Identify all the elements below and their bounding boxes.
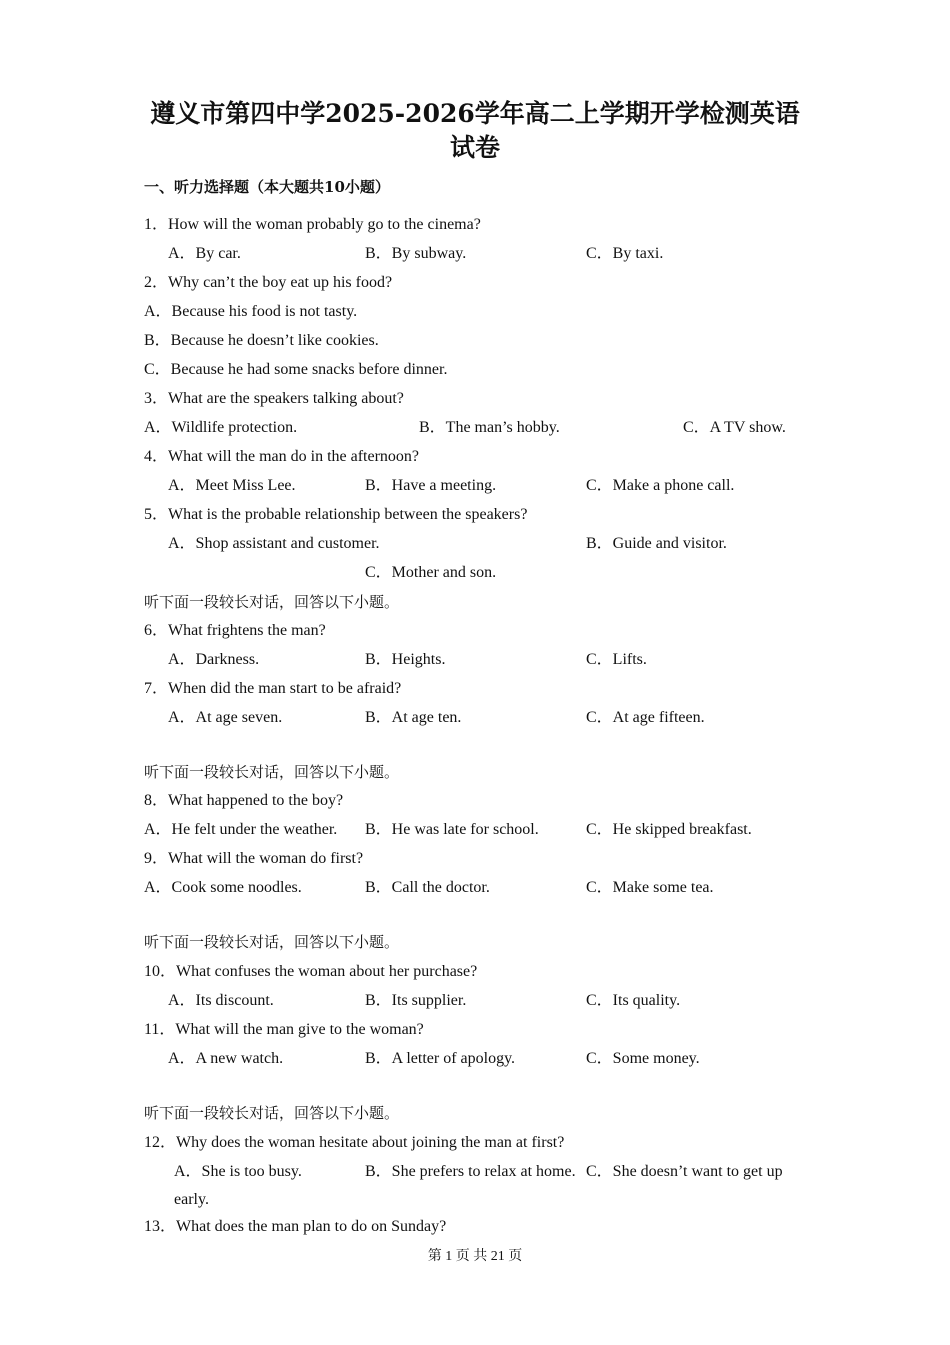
q3-option-a: A．Wildlife protection. xyxy=(144,419,298,436)
q8-option-c: C．He skipped breakfast. xyxy=(586,821,752,838)
title-line-1: 遵义市第四中学2025-2026学年高二上学期开学检测英语 xyxy=(150,99,800,128)
q4-option-b: B．Have a meeting. xyxy=(365,477,497,494)
q8-option-b: B．He was late for school. xyxy=(365,821,539,838)
instruction-3: 听下面一段较长对话，回答以下小题。 xyxy=(144,933,400,951)
question-8: 8．What happened to the boy? xyxy=(144,792,344,809)
question-5: 5．What is the probable relationship between the speakers? xyxy=(144,506,528,523)
q7-option-b: B．At age ten. xyxy=(365,709,462,726)
q11-option-b: B．A letter of apology. xyxy=(365,1050,516,1067)
question-1: 1．How will the woman probably go to the cinema? xyxy=(144,216,481,233)
question-10: 10．What confuses the woman about her purchase? xyxy=(144,963,478,980)
q3-option-b: B．The man’s hobby. xyxy=(419,419,560,436)
q9-option-b: B．Call the doctor. xyxy=(365,879,490,896)
question-9: 9．What will the woman do first? xyxy=(144,850,364,867)
q10-option-b: B．Its supplier. xyxy=(365,992,467,1009)
q12-option-a: A．She is too busy. xyxy=(174,1163,302,1180)
page-footer: 第 1 页 共 21 页 xyxy=(427,1249,523,1264)
question-11: 11．What will the man give to the woman? xyxy=(144,1021,424,1038)
q9-option-a: A．Cook some noodles. xyxy=(144,879,302,896)
instruction-1: 听下面一段较长对话，回答以下小题。 xyxy=(144,593,400,611)
question-13: 13．What does the man plan to do on Sunday? xyxy=(144,1218,447,1235)
question-3: 3．What are the speakers talking about? xyxy=(144,390,404,407)
q9-option-c: C．Make some tea. xyxy=(586,879,714,896)
q6-option-a: A．Darkness. xyxy=(168,651,260,668)
q1-option-b: B．By subway. xyxy=(365,245,467,262)
question-4: 4．What will the man do in the afternoon? xyxy=(144,448,420,465)
question-2: 2．Why can’t the boy eat up his food? xyxy=(144,274,393,291)
q10-option-a: A．Its discount. xyxy=(168,992,274,1009)
q2-option-a: A．Because his food is not tasty. xyxy=(144,303,358,320)
q1-option-a: A．By car. xyxy=(168,245,241,262)
q6-option-b: B．Heights. xyxy=(365,651,446,668)
q2-option-b: B．Because he doesn’t like cookies. xyxy=(144,332,379,349)
q1-option-c: C．By taxi. xyxy=(586,245,664,262)
instruction-4: 听下面一段较长对话，回答以下小题。 xyxy=(144,1104,400,1122)
q7-option-a: A．At age seven. xyxy=(168,709,283,726)
q10-option-c: C．Its quality. xyxy=(586,992,681,1009)
q3-option-c: C．A TV show. xyxy=(683,419,786,436)
q12-option-c: C．She doesn’t want to get up xyxy=(586,1163,783,1180)
q12-option-c-continued: early. xyxy=(174,1191,209,1208)
question-12: 12．Why does the woman hesitate about joining the man at first? xyxy=(144,1134,565,1151)
instruction-2: 听下面一段较长对话，回答以下小题。 xyxy=(144,763,400,781)
q12-option-b: B．She prefers to relax at home. xyxy=(365,1163,576,1180)
q4-option-a: A．Meet Miss Lee. xyxy=(168,477,296,494)
q11-option-a: A．A new watch. xyxy=(168,1050,284,1067)
question-6: 6．What frightens the man? xyxy=(144,622,326,639)
q4-option-c: C．Make a phone call. xyxy=(586,477,735,494)
q5-option-a: A．Shop assistant and customer. xyxy=(168,535,380,552)
q11-option-c: C．Some money. xyxy=(586,1050,700,1067)
q5-option-c: C．Mother and son. xyxy=(365,564,497,581)
q6-option-c: C．Lifts. xyxy=(586,651,647,668)
q7-option-c: C．At age fifteen. xyxy=(586,709,705,726)
title-line-2: 试卷 xyxy=(449,133,500,162)
q8-option-a: A．He felt under the weather. xyxy=(144,821,338,838)
question-7: 7．When did the man start to be afraid? xyxy=(144,680,402,697)
q2-option-c: C．Because he had some snacks before dinner. xyxy=(144,361,448,378)
section-heading: 一、听力选择题（本大题共10小题） xyxy=(144,178,390,196)
q5-option-b: B．Guide and visitor. xyxy=(586,535,727,552)
